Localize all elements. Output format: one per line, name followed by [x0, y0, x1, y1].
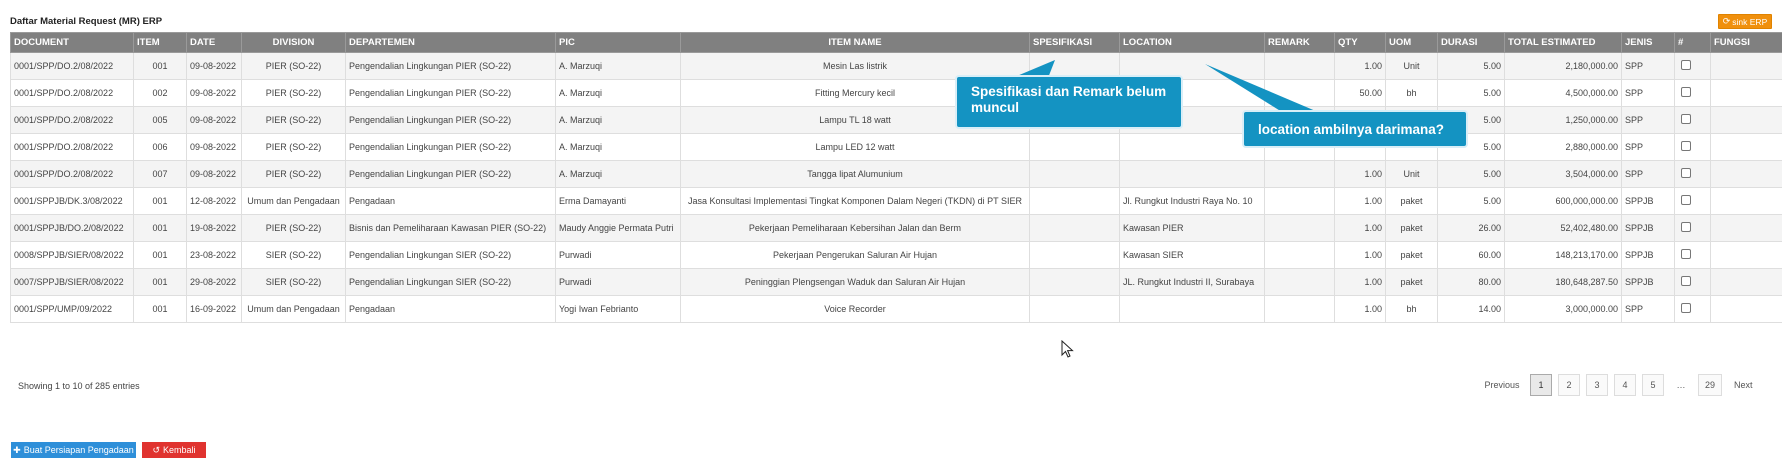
cell-departemen: Pengendalian Lingkungan PIER (SO-22)	[346, 53, 556, 80]
cell-qty: 1.00	[1335, 242, 1386, 269]
sync-erp-label: sink ERP	[1732, 16, 1768, 27]
col-qty[interactable]: QTY	[1335, 33, 1386, 53]
col-durasi[interactable]: DURASI	[1438, 33, 1505, 53]
entries-info: Showing 1 to 10 of 285 entries	[18, 381, 140, 391]
col-remark[interactable]: REMARK	[1265, 33, 1335, 53]
cell-document[interactable]: 0001/SPP/DO.2/08/2022	[11, 53, 134, 80]
cell-uom: paket	[1386, 215, 1438, 242]
cell-item-name: Fitting Mercury kecil	[681, 80, 1030, 107]
pagination-page-4[interactable]: 4	[1614, 374, 1636, 396]
cell-division: SIER (SO-22)	[242, 269, 346, 296]
cell-departemen: Pengendalian Lingkungan SIER (SO-22)	[346, 269, 556, 296]
cell-pic: Purwadi	[556, 242, 681, 269]
cell-uom: bh	[1386, 80, 1438, 107]
cell-item: 006	[134, 134, 187, 161]
cell-item: 007	[134, 161, 187, 188]
col-pic[interactable]: PIC	[556, 33, 681, 53]
cell-pic: Maudy Anggie Permata Putri	[556, 215, 681, 242]
cell-total-estimated: 4,500,000.00	[1505, 80, 1622, 107]
cell-jenis: SPPJB	[1622, 215, 1675, 242]
cell-departemen: Pengendalian Lingkungan SIER (SO-22)	[346, 242, 556, 269]
cell-date: 29-08-2022	[187, 269, 242, 296]
col-total-estimated[interactable]: TOTAL ESTIMATED	[1505, 33, 1622, 53]
cell-total-estimated: 52,402,480.00	[1505, 215, 1622, 242]
cell-division: PIER (SO-22)	[242, 215, 346, 242]
cell-item-name: Peninggian Plengsengan Waduk dan Saluran Air Hujan	[681, 269, 1030, 296]
cell-jenis: SPP	[1622, 80, 1675, 107]
refresh-icon: ⟳	[1722, 16, 1731, 26]
callout-2-pointer	[1205, 64, 1318, 112]
cell-date: 12-08-2022	[187, 188, 242, 215]
cell-jenis: SPP	[1622, 161, 1675, 188]
cell-division: PIER (SO-22)	[242, 134, 346, 161]
cell-item: 005	[134, 107, 187, 134]
pagination-next[interactable]: Next	[1734, 380, 1753, 390]
cell-uom: paket	[1386, 269, 1438, 296]
cell-item-name: Pekerjaan Pemeliharaan Kebersihan Jalan dan Berm	[681, 215, 1030, 242]
cell-total-estimated: 2,180,000.00	[1505, 53, 1622, 80]
cell-item-name: Mesin Las listrik	[681, 53, 1030, 80]
cell-departemen: Pengadaan	[346, 296, 556, 323]
col-item-name[interactable]: ITEM NAME	[681, 33, 1030, 53]
cell-date: 09-08-2022	[187, 53, 242, 80]
cell-durasi: 5.00	[1438, 80, 1505, 107]
cell-date: 09-08-2022	[187, 107, 242, 134]
pagination-ellipsis: …	[1676, 380, 1686, 390]
cell-document[interactable]: 0001/SPP/DO.2/08/2022	[11, 107, 134, 134]
pagination-page-5[interactable]: 5	[1642, 374, 1664, 396]
cell-jenis: SPPJB	[1622, 188, 1675, 215]
cell-item-name: Voice Recorder	[681, 296, 1030, 323]
col-division[interactable]: DIVISION	[242, 33, 346, 53]
cell-total-estimated: 3,504,000.00	[1505, 161, 1622, 188]
cell-document[interactable]: 0001/SPP/DO.2/08/2022	[11, 80, 134, 107]
cell-date: 16-09-2022	[187, 296, 242, 323]
cell-durasi: 5.00	[1438, 53, 1505, 80]
cell-total-estimated: 600,000,000.00	[1505, 188, 1622, 215]
cell-jenis: SPP	[1622, 296, 1675, 323]
cell-item-name: Jasa Konsultasi Implementasi Tingkat Komponen Dalam Negeri (TKDN) di PT SIER	[681, 188, 1030, 215]
cell-qty: 1.00	[1335, 188, 1386, 215]
cell-departemen: Pengadaan	[346, 188, 556, 215]
cell-division: PIER (SO-22)	[242, 53, 346, 80]
pagination-page-last[interactable]: 29	[1698, 374, 1722, 396]
cell-durasi: 14.00	[1438, 296, 1505, 323]
cell-document[interactable]: 0007/SPPJB/SIER/08/2022	[11, 269, 134, 296]
cell-document[interactable]: 0001/SPP/DO.2/08/2022	[11, 161, 134, 188]
cell-item: 001	[134, 53, 187, 80]
cell-durasi: 5.00	[1438, 134, 1505, 161]
cell-item: 001	[134, 242, 187, 269]
cell-total-estimated: 2,880,000.00	[1505, 134, 1622, 161]
cell-departemen: Pengendalian Lingkungan PIER (SO-22)	[346, 134, 556, 161]
cell-division: Umum dan Pengadaan	[242, 296, 346, 323]
cell-departemen: Pengendalian Lingkungan PIER (SO-22)	[346, 80, 556, 107]
cell-uom: Unit	[1386, 161, 1438, 188]
cell-location: Kawasan SIER	[1120, 242, 1265, 269]
cell-division: Umum dan Pengadaan	[242, 188, 346, 215]
cell-qty: 1.00	[1335, 215, 1386, 242]
cell-location: Kawasan PIER	[1120, 215, 1265, 242]
undo-icon: ↺	[152, 444, 161, 455]
page-title: Daftar Material Request (MR) ERP	[10, 16, 163, 27]
cell-date: 09-08-2022	[187, 161, 242, 188]
create-procurement-label: Buat Persiapan Pengadaan	[23, 445, 134, 455]
cell-location: JL. Rungkut Industri II, Surabaya	[1120, 269, 1265, 296]
back-label: Kembali	[163, 445, 196, 455]
cell-pic: A. Marzuqi	[556, 134, 681, 161]
pagination-page-2[interactable]: 2	[1558, 374, 1580, 396]
cell-location: Jl. Rungkut Industri Raya No. 10	[1120, 188, 1265, 215]
cell-item: 001	[134, 269, 187, 296]
col-jenis[interactable]: JENIS	[1622, 33, 1675, 53]
cell-jenis: SPP	[1622, 134, 1675, 161]
cell-qty: 1.00	[1335, 296, 1386, 323]
cell-date: 23-08-2022	[187, 242, 242, 269]
cell-qty: 1.00	[1335, 161, 1386, 188]
cell-pic: A. Marzuqi	[556, 107, 681, 134]
cell-item: 001	[134, 188, 187, 215]
col-departemen[interactable]: DEPARTEMEN	[346, 33, 556, 53]
cell-date: 09-08-2022	[187, 80, 242, 107]
col-spesifikasi[interactable]: SPESIFIKASI	[1030, 33, 1120, 53]
cell-item-name: Tangga lipat Alumunium	[681, 161, 1030, 188]
cell-durasi: 5.00	[1438, 188, 1505, 215]
cell-jenis: SPPJB	[1622, 242, 1675, 269]
col-uom[interactable]: UOM	[1386, 33, 1438, 53]
cell-qty: 50.00	[1335, 80, 1386, 107]
col-location[interactable]: LOCATION	[1120, 33, 1265, 53]
cell-item-name: Lampu LED 12 watt	[681, 134, 1030, 161]
cell-total-estimated: 148,213,170.00	[1505, 242, 1622, 269]
cell-total-estimated: 1,250,000.00	[1505, 107, 1622, 134]
col-document[interactable]: DOCUMENT	[11, 33, 134, 53]
plus-icon: ✚	[13, 444, 21, 455]
cell-departemen: Pengendalian Lingkungan PIER (SO-22)	[346, 107, 556, 134]
create-procurement-button[interactable]	[11, 442, 136, 458]
cell-division: SIER (SO-22)	[242, 242, 346, 269]
cell-document[interactable]: 0008/SPPJB/SIER/08/2022	[11, 242, 134, 269]
pagination-page-3[interactable]: 3	[1586, 374, 1608, 396]
cell-qty: 1.00	[1335, 269, 1386, 296]
pagination-previous[interactable]: Previous	[1484, 380, 1520, 390]
cell-division: PIER (SO-22)	[242, 80, 346, 107]
cell-jenis: SPPJB	[1622, 269, 1675, 296]
cell-jenis: SPP	[1622, 107, 1675, 134]
mouse-cursor-icon	[1061, 340, 1075, 360]
cell-durasi: 5.00	[1438, 107, 1505, 134]
cell-date: 09-08-2022	[187, 134, 242, 161]
pagination-page-1[interactable]: 1	[1530, 374, 1552, 396]
cell-pic: A. Marzuqi	[556, 80, 681, 107]
cell-durasi: 60.00	[1438, 242, 1505, 269]
cell-pic: A. Marzuqi	[556, 161, 681, 188]
col-item[interactable]: ITEM	[134, 33, 187, 53]
cell-total-estimated: 3,000,000.00	[1505, 296, 1622, 323]
cell-item-name: Pekerjaan Pengerukan Saluran Air Hujan	[681, 242, 1030, 269]
col-fungsi[interactable]: FUNGSI	[1711, 33, 1782, 53]
cell-pic: Erma Damayanti	[556, 188, 681, 215]
cell-division: PIER (SO-22)	[242, 107, 346, 134]
cell-item: 002	[134, 80, 187, 107]
cell-date: 19-08-2022	[187, 215, 242, 242]
annotation-callout-spesifikasi: Spesifikasi dan Remark belum muncul	[955, 75, 1183, 129]
cell-pic: Purwadi	[556, 269, 681, 296]
cell-departemen: Bisnis dan Pemeliharaan Kawasan PIER (SO-22)	[346, 215, 556, 242]
back-button[interactable]	[142, 442, 206, 458]
cell-item: 001	[134, 296, 187, 323]
cell-document[interactable]: 0001/SPP/UMP/09/2022	[11, 296, 134, 323]
cell-pic: A. Marzuqi	[556, 53, 681, 80]
cell-uom: bh	[1386, 296, 1438, 323]
cell-document[interactable]: 0001/SPPJB/DO.2/08/2022	[11, 215, 134, 242]
cell-division: PIER (SO-22)	[242, 161, 346, 188]
cell-uom: paket	[1386, 242, 1438, 269]
cell-document[interactable]: 0001/SPPJB/DK.3/08/2022	[11, 188, 134, 215]
cell-durasi: 80.00	[1438, 269, 1505, 296]
cell-uom: Unit	[1386, 53, 1438, 80]
cell-item-name: Lampu TL 18 watt	[681, 107, 1030, 134]
annotation-callout-location: location ambilnya darimana?	[1242, 110, 1468, 148]
cell-document[interactable]: 0001/SPP/DO.2/08/2022	[11, 134, 134, 161]
pagination	[1480, 374, 1759, 396]
cell-total-estimated: 180,648,287.50	[1505, 269, 1622, 296]
cell-qty: 1.00	[1335, 53, 1386, 80]
cell-item: 001	[134, 215, 187, 242]
cell-durasi: 5.00	[1438, 161, 1505, 188]
col-select[interactable]: #	[1675, 33, 1711, 53]
cell-pic: Yogi Iwan Febrianto	[556, 296, 681, 323]
cell-uom: paket	[1386, 188, 1438, 215]
cell-jenis: SPP	[1622, 53, 1675, 80]
col-date[interactable]: DATE	[187, 33, 242, 53]
cell-durasi: 26.00	[1438, 215, 1505, 242]
cell-departemen: Pengendalian Lingkungan PIER (SO-22)	[346, 161, 556, 188]
